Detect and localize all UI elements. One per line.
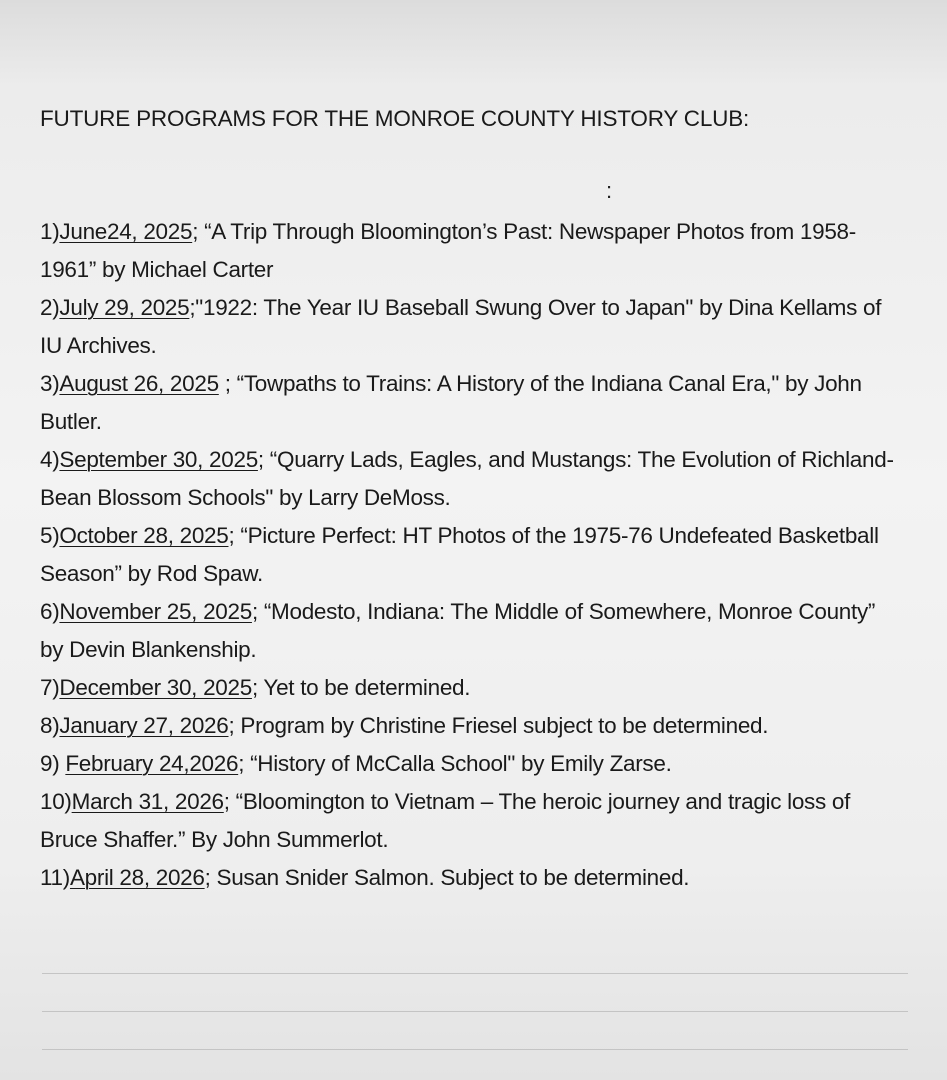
item-number: 5)	[40, 523, 60, 548]
program-item-4	[40, 441, 900, 517]
item-number: 9)	[40, 751, 66, 776]
item-date: July 29, 2025	[59, 295, 190, 320]
item-number: 7)	[40, 675, 60, 700]
program-item-6	[40, 593, 900, 669]
item-number: 4)	[40, 447, 60, 472]
item-number: 11)	[40, 865, 70, 890]
item-number: 8)	[40, 713, 60, 738]
item-number: 2)	[40, 295, 60, 320]
document-title: FUTURE PROGRAMS FOR THE MONROE COUNTY HISTORY CLUB:	[40, 106, 750, 131]
item-number: 6)	[40, 599, 60, 624]
item-number: 3)	[40, 371, 60, 396]
item-text: ;"1922: The Year IU Baseball Swung Over to Japan" by Dina Kellams of IU Archives.	[40, 295, 882, 358]
item-date: April 28, 2026	[69, 865, 205, 890]
program-item-7	[40, 669, 900, 707]
stray-colon-mark: :	[606, 178, 613, 203]
program-item-3	[40, 365, 900, 441]
item-text: ; “Quarry Lads, Eagles, and Mustangs: The Evolution of Richland-Bean Blossom Schools" by Larry DeMoss.	[40, 447, 894, 510]
item-date: January 27, 2026	[59, 713, 229, 738]
item-date: March 31, 2026	[71, 789, 224, 814]
item-date: December 30, 2025	[59, 675, 252, 700]
item-text: ; “Picture Perfect: HT Photos of the 1975-76 Undefeated Basketball Season” by Rod Spaw.	[40, 523, 879, 586]
item-text: ; “A Trip Through Bloomington’s Past: Newspaper Photos from 1958-1961” by Michael Carter	[40, 219, 856, 282]
program-list	[40, 213, 900, 897]
item-date: June24, 2025	[59, 219, 193, 244]
item-text: ; Program by Christine Friesel subject to be determined.	[228, 713, 769, 738]
program-item-1	[40, 213, 900, 289]
item-date: October 28, 2025	[59, 523, 229, 548]
item-text: ; Yet to be determined.	[251, 675, 471, 700]
program-item-9	[40, 745, 900, 783]
item-text: ; Susan Snider Salmon. Subject to be determined.	[204, 865, 690, 890]
ruled-line	[42, 1011, 908, 1012]
program-item-8	[40, 707, 900, 745]
item-date: November 25, 2025	[59, 599, 252, 624]
item-text: ; “Towpaths to Trains: A History of the Indiana Canal Era," by John Butler.	[40, 371, 862, 434]
program-item-10	[40, 783, 900, 859]
ruled-line	[42, 973, 908, 974]
item-text: ; “Bloomington to Vietnam – The heroic journey and tragic loss of Bruce Shaffer.” By John Summerlot.	[40, 789, 851, 852]
item-text: ; “Modesto, Indiana: The Middle of Somewhere, Monroe County” by Devin Blankenship.	[40, 599, 876, 662]
item-text: ; “History of McCalla School" by Emily Zarse.	[238, 751, 672, 776]
item-number: 10)	[40, 789, 72, 814]
program-item-5	[40, 517, 900, 593]
program-item-11	[40, 859, 900, 897]
ruled-line	[42, 1049, 908, 1050]
item-date: August 26, 2025	[59, 371, 219, 396]
item-date: September 30, 2025	[59, 447, 258, 472]
program-item-2	[40, 289, 900, 365]
item-date: February 24,2026	[65, 751, 239, 776]
item-number: 1)	[40, 219, 60, 244]
